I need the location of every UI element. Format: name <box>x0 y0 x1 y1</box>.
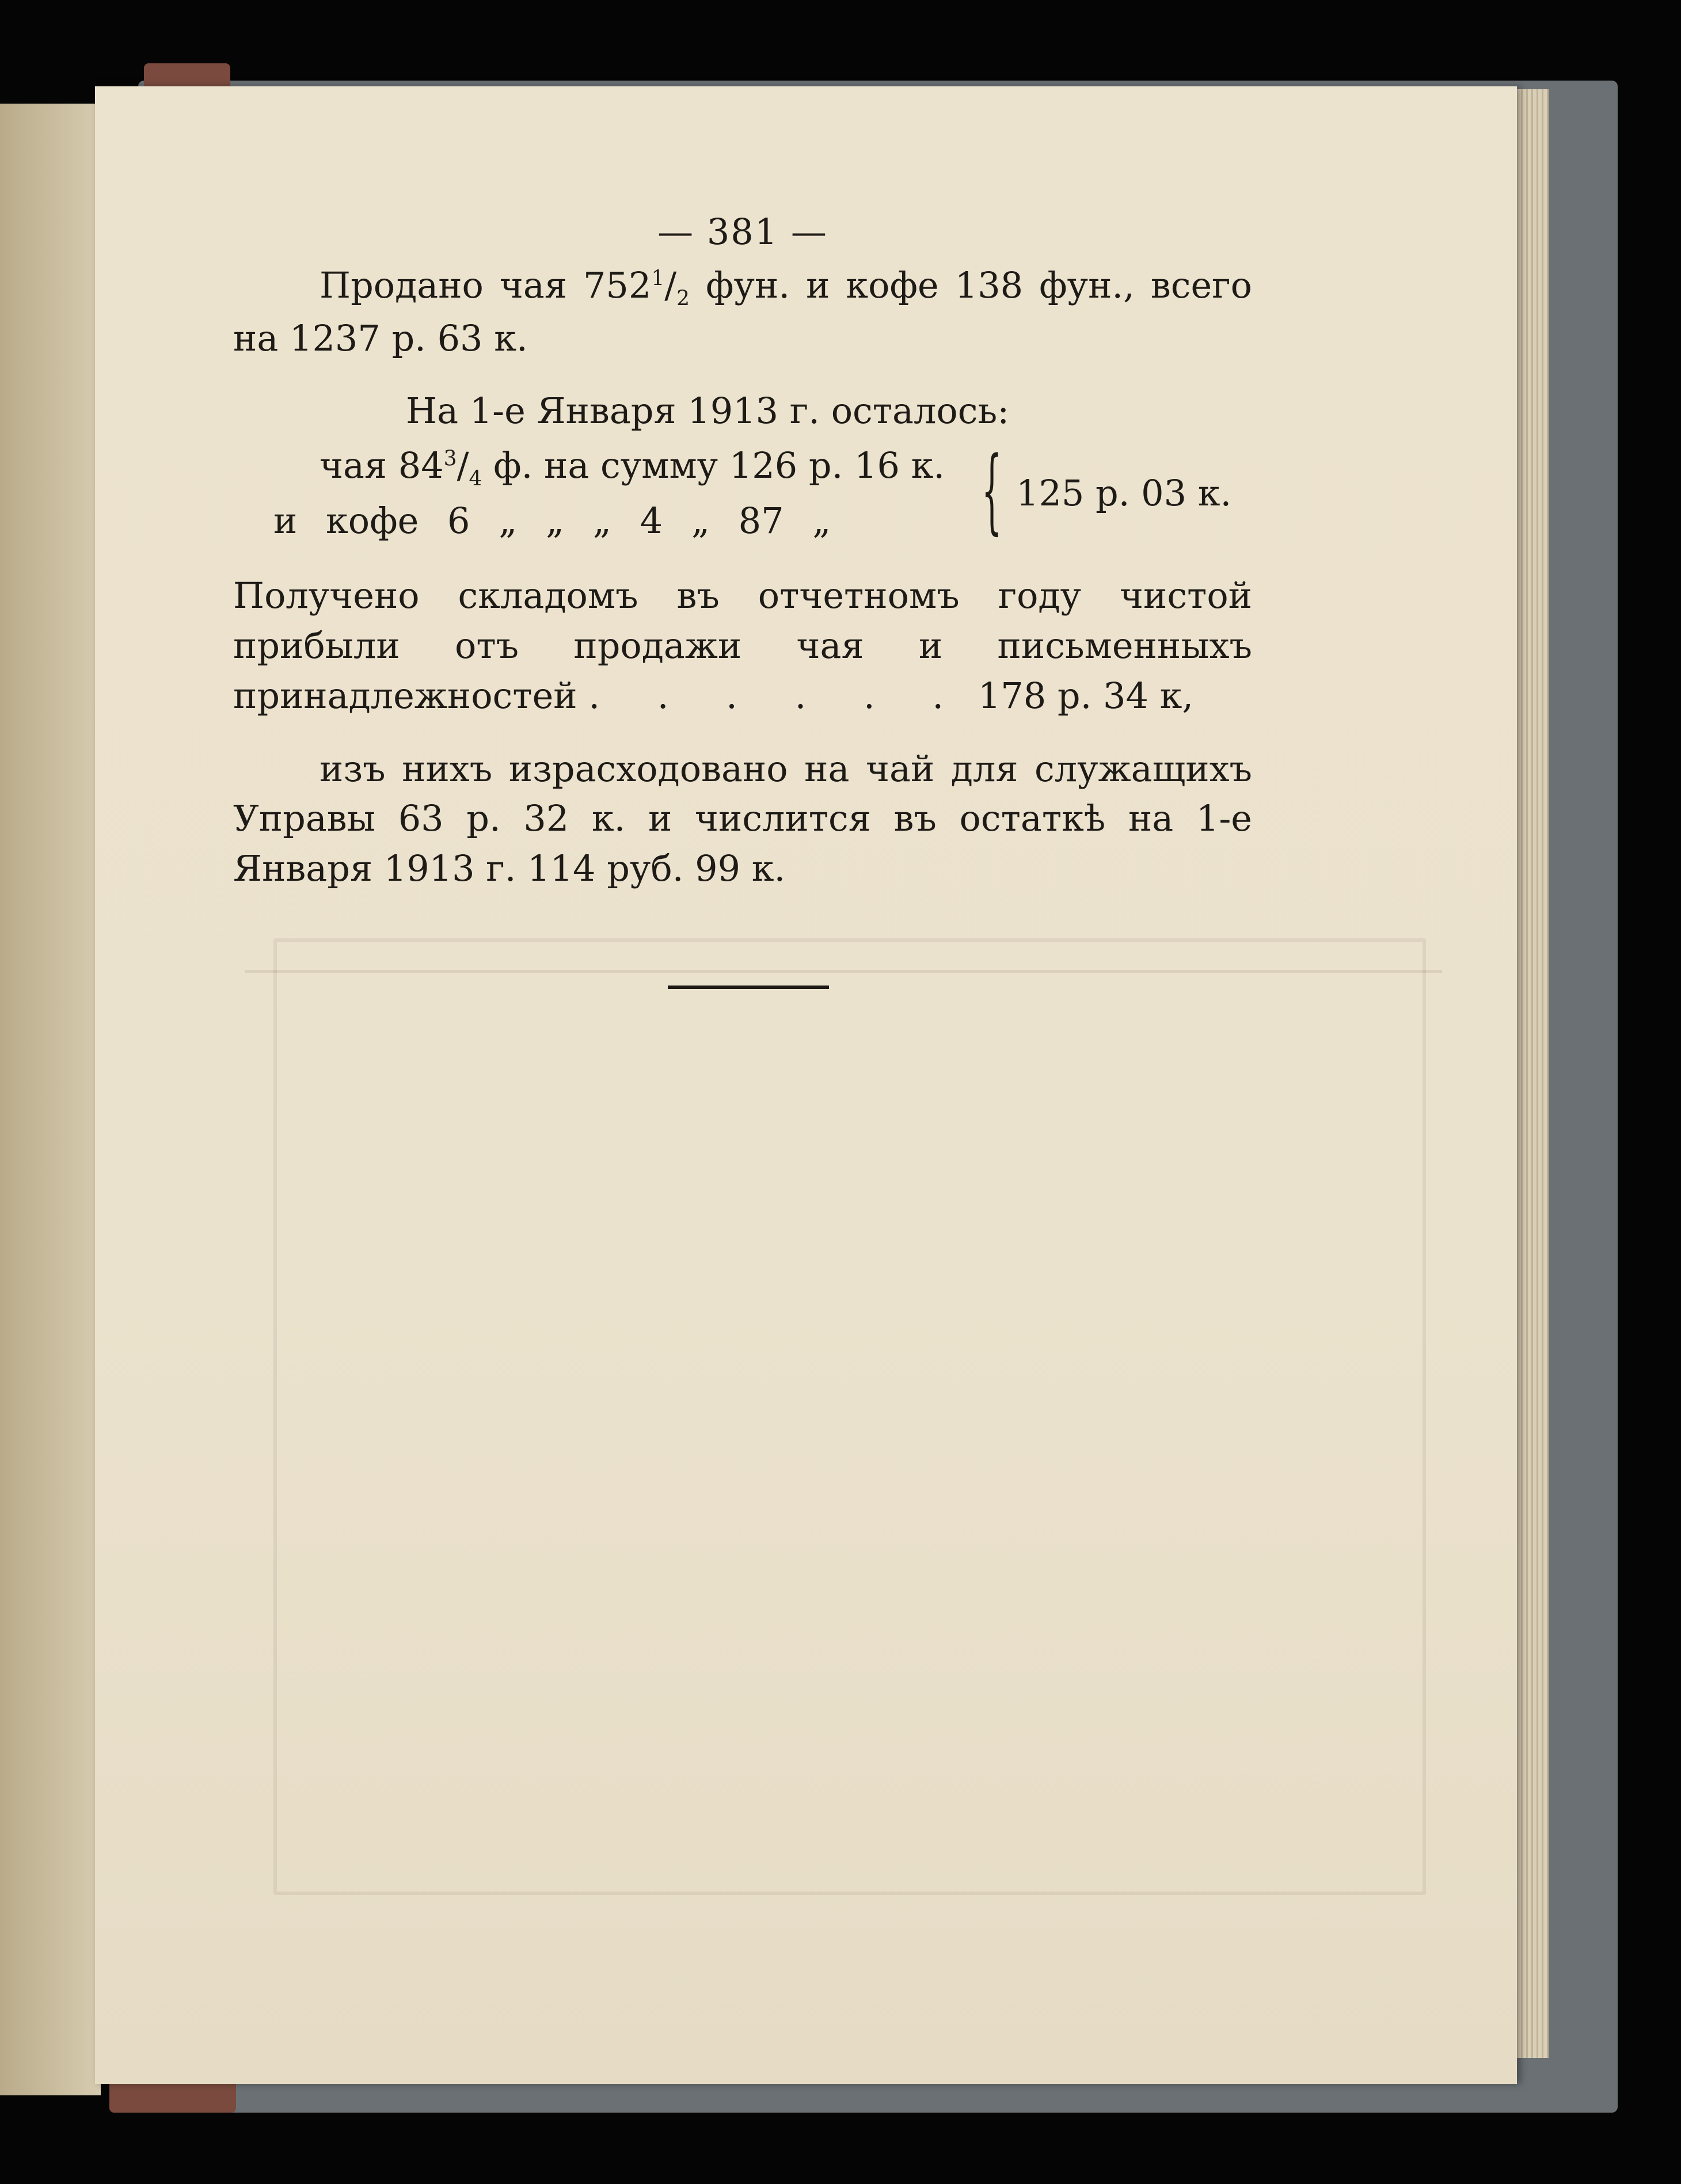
remain-tea-line: чая $84^3/_4$ ф. на сумму 126 р. 16 к. <box>320 444 945 491</box>
sold-text-end: фун. и кофе 138 фун., всего на 1237 р. 63 к. <box>233 264 1252 359</box>
remain-total: 125 р. 03 к. <box>1016 472 1232 515</box>
expense-paragraph: изъ нихъ израсходовано на чай для служащихъ Управы 63 р. 32 к. и числится въ остаткѣ на 1-е Января 1913 г. 114 руб. 99 к. <box>233 747 1252 890</box>
grouping-brace: { <box>982 436 1002 545</box>
profit-paragraph <box>233 571 1252 721</box>
bleed-through-rule <box>245 970 1442 973</box>
facing-page-edge <box>0 104 101 2095</box>
tea-coffee-sold-paragraph: Продано чая $752^1/_2$ фун. и кофе 138 фун., всего на 1237 р. 63 к. <box>233 264 1252 359</box>
remain-heading: На 1-е Января 1913 г. осталось: <box>406 390 1010 432</box>
sold-text-start: Продано чая 752 <box>320 264 652 306</box>
closing-rule <box>668 986 829 989</box>
tea-fraction-denominator: 4 <box>469 467 482 491</box>
profit-text: Получено складомъ въ отчетномъ году чистой прибыли отъ продажи чая и письменныхъ принадлежностей <box>233 574 1252 717</box>
fraction-numerator: 1 <box>651 267 665 291</box>
page-number: — 381 — <box>657 211 828 253</box>
page-text <box>233 207 1252 894</box>
remain-coffee-line: и кофе 6 „ „ „ 4 „ 87 „ <box>273 500 831 542</box>
tea-fraction-numerator: 3 <box>443 447 457 471</box>
bleed-through-table <box>273 938 1426 1895</box>
remain-tea-text: чая 84 <box>320 444 444 487</box>
leader-dots: . . . . . . <box>588 674 967 717</box>
fraction-denominator: 2 <box>676 287 690 311</box>
profit-value: 178 р. 34 к, <box>978 674 1194 717</box>
remain-tea-amount: ф. на сумму 126 р. 16 к. <box>482 444 945 487</box>
remain-table <box>233 436 1252 554</box>
